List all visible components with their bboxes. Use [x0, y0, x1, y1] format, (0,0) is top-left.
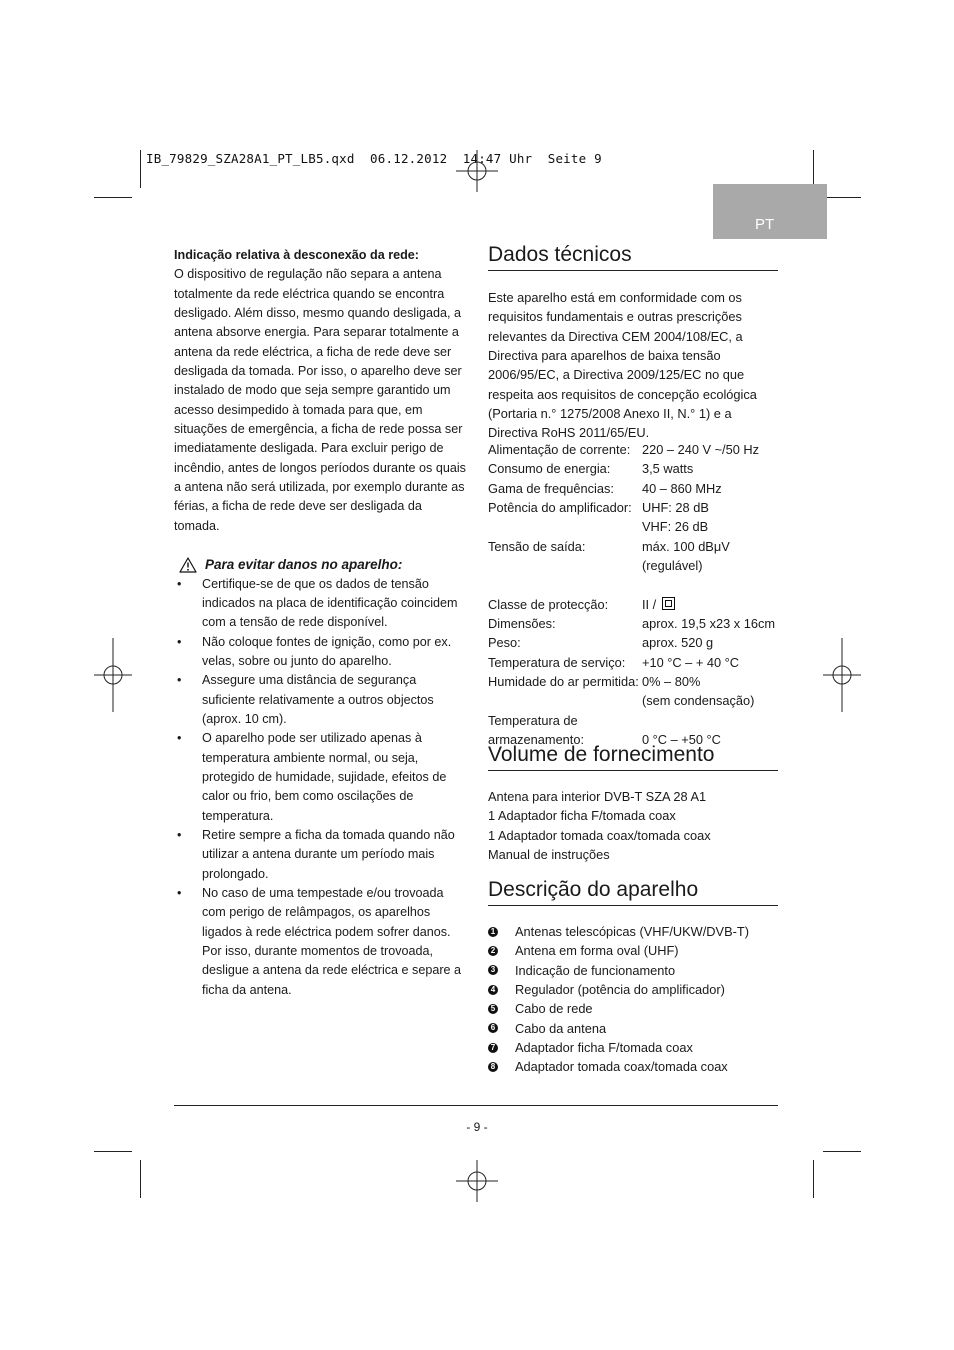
page-number: - 9 - [466, 1120, 488, 1134]
spec-row: Classe de protecção: II / [488, 595, 788, 614]
spec-row: Peso: aprox. 520 g [488, 635, 714, 651]
spec-row: Gama de frequências: 40 – 860 MHz [488, 480, 722, 496]
number-badge-icon: 1 [488, 927, 498, 937]
number-badge-icon: 7 [488, 1043, 498, 1053]
spec-table [488, 440, 788, 750]
tech-title: Dados técnicos [488, 242, 778, 271]
left-column [174, 246, 466, 1000]
warning-title: Para evitar danos no aparelho: [205, 557, 403, 573]
list-item: • O aparelho pode ser utilizado apenas à temperatura ambiente normal, ou seja, protegido de humidade, sujidade, efeitos de calor ou frio, bem como oscilações de temperatura. [174, 729, 466, 826]
list-item: • Retire sempre a ficha da tomada quando não utilizar a antena durante um período mais prolongado. [174, 826, 466, 884]
list-item: • No caso de uma tempestade e/ou trovoada com perigo de relâmpagos, os aparelhos ligados à rede eléctrica podem sofrer danos. Por isso, durante momentos de trovoada, desligue a antena da rede eléctrica e separe a ficha da antena. [174, 884, 466, 1000]
spec-row: VHF: 26 dB [642, 519, 709, 535]
number-badge-icon: 4 [488, 985, 498, 995]
list-item: Antena para interior DVB-T SZA 28 A1 [488, 789, 707, 804]
disconnect-text: O dispositivo de regulação não separa a antena totalmente da rede eléctrica quando se encontra desligado. Além disso, mesmo quando desligada, a antena absorve energia. Para separar totalmente a antena da rede eléctrica, a ficha de rede deve ser desligada da tomada. Por isso, o aparelho deve ser instalado de modo que seja sempre garantido um acesso desimpedido à tomada para que, em situações de emergência, a ficha de rede possa ser imediatamente desligada. Para excluir perigo de incêndio, antes de longos períodos durante os quais a antena não será utilizada, por exemplo durante as férias, a ficha de rede deve ser desligada da tomada. [174, 267, 466, 533]
disconnect-title: Indicação relativa à desconexão da rede: [174, 248, 419, 262]
footer-divider [174, 1105, 778, 1106]
spec-row: (regulável) [642, 558, 703, 574]
spec-row: Consumo de energia: 3,5 watts [488, 461, 694, 477]
tech-section [488, 242, 778, 443]
list-item: 4 Regulador (potência do amplificador) [488, 980, 778, 999]
list-item: 6 Cabo da antena [488, 1019, 778, 1038]
list-item: 2 Antena em forma oval (UHF) [488, 941, 778, 960]
list-item: • Não coloque fontes de ignição, como por ex. velas, sobre ou junto do aparelho. [174, 633, 466, 672]
number-badge-icon: 5 [488, 1004, 498, 1014]
list-item: 1 Adaptador tomada coax/tomada coax [488, 827, 711, 843]
number-badge-icon: 2 [488, 946, 498, 956]
list-item: 1 Adaptador ficha F/tomada coax [488, 808, 676, 824]
spec-row: Alimentação de corrente: 220 – 240 V ~/50 Hz [488, 442, 760, 457]
spec-row: (sem condensação) [642, 693, 755, 709]
language-tab [713, 184, 827, 239]
list-item: 5 Cabo de rede [488, 999, 778, 1018]
spec-row: armazenamento: 0 °C – +50 °C [488, 732, 721, 748]
description-section [488, 877, 778, 1077]
warning-heading [174, 555, 466, 574]
number-badge-icon: 8 [488, 1062, 498, 1072]
supply-section [488, 742, 778, 864]
print-header: IB_79829_SZA28A1_PT_LB5.qxd 06.12.2012 14:47 Uhr Seite 9 [146, 151, 602, 166]
list-item: • Certifique-se de que os dados de tensão indicados na placa de identificação coincidem com a tensão de rede disponível. [174, 575, 466, 633]
spec-row: Tensão de saída: máx. 100 dBμV [488, 538, 730, 554]
spec-row: Potência do amplificador: UHF: 28 dB [488, 500, 709, 516]
list-item: Manual de instruções [488, 847, 610, 863]
spec-row: Temperatura de serviço: +10 °C – + 40 °C [488, 654, 740, 670]
description-title: Descrição do aparelho [488, 877, 778, 906]
language-tab-label: PT [755, 216, 775, 233]
protection-class-ii-icon [662, 597, 675, 610]
description-list [488, 922, 778, 1077]
list-item: 1 Antenas telescópicas (VHF/UKW/DVB-T) [488, 922, 778, 941]
number-badge-icon: 6 [488, 1023, 498, 1033]
warning-list [174, 575, 466, 1001]
spec-row: Temperatura de [488, 712, 578, 728]
list-item: 8 Adaptador tomada coax/tomada coax [488, 1057, 778, 1076]
number-badge-icon: 3 [488, 965, 498, 975]
tech-intro: Este aparelho está em conformidade com os requisitos fundamentais e outras prescrições relevantes da Directiva CEM 2004/108/EC, a Directiva para aparelhos de baixa tensão 2006/95/EC, a Directiva 2009/125/EC no que respeita aos requisitos de concepção ecológica (Portaria n.° 1275/2008 Anexo II, N.° 1) e a Directiva RoHS 2011/65/EU. [488, 290, 757, 441]
list-item: • Assegure uma distância de segurança suficiente relativamente a outros objectos (aprox. 10 cm). [174, 671, 466, 729]
warning-triangle-icon [179, 557, 197, 573]
spec-row: Dimensões: aprox. 19,5 x23 x 16cm [488, 616, 776, 632]
supply-title: Volume de fornecimento [488, 742, 778, 771]
list-item: 3 Indicação de funcionamento [488, 961, 778, 980]
spec-row: Humidade do ar permitida: 0% – 80% [488, 674, 701, 690]
list-item: 7 Adaptador ficha F/tomada coax [488, 1038, 778, 1057]
